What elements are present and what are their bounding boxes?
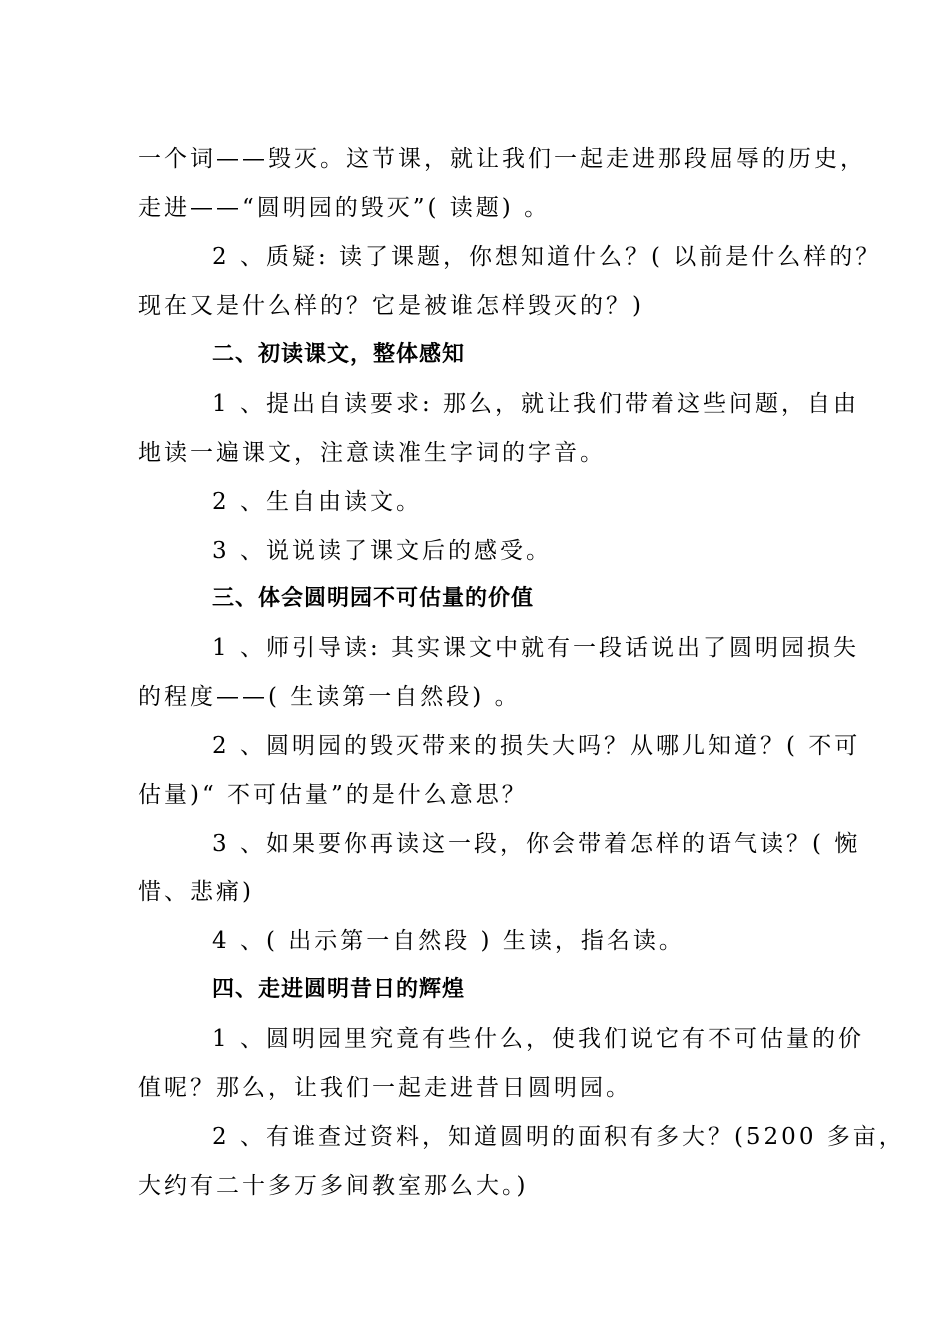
section-heading: 四、走进圆明昔日的辉煌	[212, 977, 466, 1002]
paragraph-line: 1 、师引导读: 其实课文中就有一段话说出了圆明园损失	[212, 635, 860, 661]
paragraph-line: 2 、质疑: 读了课题，你想知道什么？( 以前是什么样的？	[212, 244, 882, 270]
paragraph-line: 的程度——( 生读第一自然段) 。	[138, 684, 521, 710]
paragraph-line: 2 、生自由读文。	[212, 489, 422, 515]
paragraph-line: 1 、提出自读要求: 那么，就让我们带着这些问题，自由	[212, 391, 860, 417]
paragraph-line: 2 、圆明园的毁灭带来的损失大吗？从哪儿知道？( 不可	[212, 733, 861, 759]
paragraph-line: 地读一遍课文，注意读准生字词的字音。	[138, 440, 606, 466]
paragraph-line: 大约有二十多万多间教室那么大。)	[138, 1173, 529, 1199]
paragraph-line: 惜、悲痛)	[138, 879, 254, 905]
paragraph-line: 3 、如果要你再读这一段，你会带着怎样的语气读？( 惋	[212, 831, 861, 857]
paragraph-line: 3 、说说读了课文后的感受。	[212, 538, 552, 564]
section-heading: 二、初读课文，整体感知	[212, 342, 466, 367]
paragraph-line: 4 、( 出示第一自然段 ) 生读，指名读。	[212, 928, 685, 954]
paragraph-line: 值呢？那么，让我们一起走进昔日圆明园。	[138, 1075, 632, 1101]
paragraph-line: 2 、有谁查过资料，知道圆明的面积有多大？(5200 多亩，	[212, 1124, 905, 1150]
paragraph-line: 一个词——毁灭。这节课，就让我们一起走进那段屈辱的历史，	[138, 146, 866, 172]
paragraph-line: 1 、圆明园里究竟有些什么，使我们说它有不可估量的价	[212, 1026, 864, 1052]
paragraph-line: 走进——“圆明园的毁灭”( 读题) 。	[138, 195, 551, 221]
paragraph-line: 现在又是什么样的？它是被谁怎样毁灭的？)	[138, 293, 644, 319]
section-heading: 三、体会圆明园不可估量的价值	[212, 586, 535, 611]
paragraph-line: 估量)“ 不可估量”的是什么意思？	[138, 782, 528, 808]
